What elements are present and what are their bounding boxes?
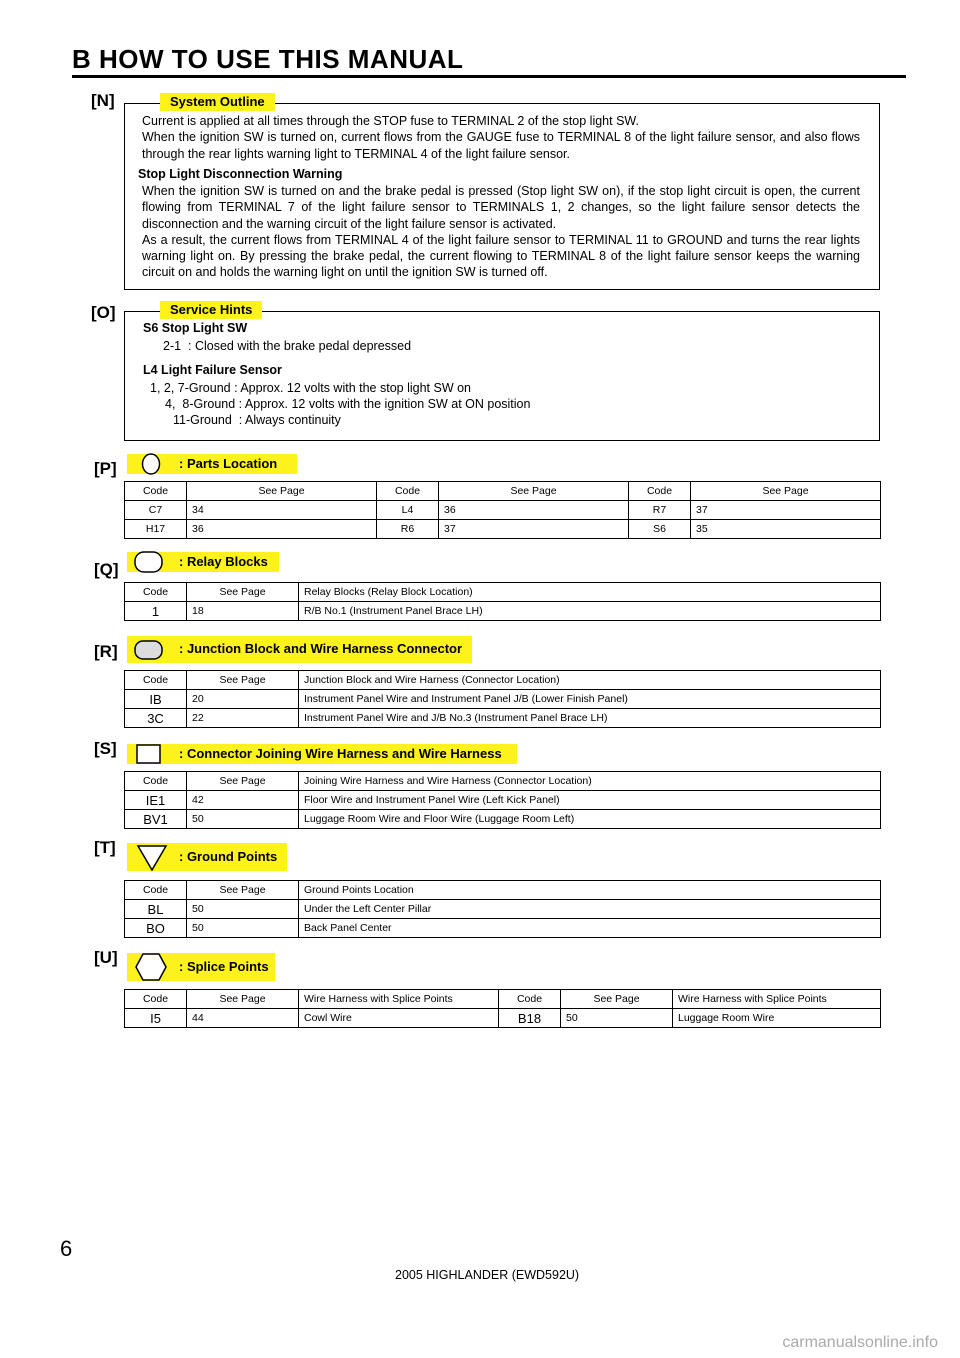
code-cell: BV1: [125, 810, 187, 829]
relay-block-symbol-icon: [131, 549, 167, 575]
code-cell: B18: [499, 1009, 561, 1028]
ground-point-symbol-icon: [134, 843, 170, 873]
system-outline-text: [142, 113, 860, 162]
header-cell: Code: [125, 772, 187, 791]
section-marker-t: [T]: [94, 838, 116, 857]
header-cell: Joining Wire Harness and Wire Harness (Connector Location): [299, 772, 881, 791]
page-cell: 22: [187, 709, 299, 728]
table-row: [125, 900, 881, 919]
stop-light-warning-heading: Stop Light Disconnection Warning: [138, 167, 343, 181]
page-cell: 50: [187, 900, 299, 919]
title-rule: [72, 75, 906, 78]
connector-joining-table: [124, 771, 881, 829]
table-header-row: [125, 583, 881, 602]
header-cell: Junction Block and Wire Harness (Connector Location): [299, 671, 881, 690]
table-header-row: [125, 772, 881, 791]
code-cell: R7: [629, 501, 691, 520]
harness-cell: Cowl Wire: [299, 1009, 499, 1028]
table-header-row: [125, 671, 881, 690]
code-cell: S6: [629, 520, 691, 539]
page-cell: 44: [187, 1009, 299, 1028]
table-row: [125, 520, 881, 539]
ground-points-legend: : Ground Points: [127, 843, 287, 871]
code-cell: R6: [377, 520, 439, 539]
table-row: [125, 501, 881, 520]
section-marker-s: [S]: [94, 739, 117, 758]
page-cell: 18: [187, 602, 299, 621]
connector-joining-legend: : Connector Joining Wire Harness and Wire Harness: [127, 744, 517, 764]
code-cell: IE1: [125, 791, 187, 810]
table-row: [125, 709, 881, 728]
location-cell: Instrument Panel Wire and J/B No.3 (Instrument Panel Brace LH): [299, 709, 881, 728]
warning-line: circuit on and holds the warning light on until the ignition SW is turned off.: [142, 265, 548, 280]
page-cell: 36: [439, 501, 629, 520]
page-cell: 35: [691, 520, 881, 539]
location-cell: Luggage Room Wire and Floor Wire (Luggage Room Left): [299, 810, 881, 829]
section-marker-u: [U]: [94, 948, 118, 967]
header-cell: See Page: [187, 671, 299, 690]
parts-location-table: [124, 481, 881, 539]
warning-line: warning light on. By pressing the brake pedal, the current flowing to TERMINAL 8 of the light failure sensor keeps the warning: [142, 249, 860, 264]
code-cell: H17: [125, 520, 187, 539]
page-cell: 37: [439, 520, 629, 539]
code-cell: IB: [125, 690, 187, 709]
header-cell: See Page: [561, 990, 673, 1009]
watermark: carmanualsonline.info: [782, 1334, 938, 1351]
parts-location-legend: : Parts Location: [127, 454, 297, 474]
s6-hint: 2-1 : Closed with the brake pedal depressed: [163, 339, 412, 353]
warning-line: disconnection and the warning circuit of the light failure sensor is activated.: [142, 216, 557, 231]
code-cell: BO: [125, 919, 187, 938]
page-number: 6: [60, 1236, 73, 1261]
code-cell: I5: [125, 1009, 187, 1028]
splice-point-symbol-icon: [133, 951, 169, 983]
section-marker-p: [P]: [94, 459, 117, 478]
section-marker-r: [R]: [94, 642, 118, 661]
outline-line: When the ignition SW is turned on, current flows from the GAUGE fuse to TERMINAL 8 of the light failure sensor, and also flows: [142, 130, 860, 145]
table-row: [125, 690, 881, 709]
location-cell: Instrument Panel Wire and Instrument Panel J/B (Lower Finish Panel): [299, 690, 881, 709]
service-hints-tab: Service Hints: [160, 301, 262, 319]
junction-block-legend: : Junction Block and Wire Harness Connector: [127, 636, 472, 663]
table-header-row: [125, 990, 881, 1009]
location-cell: R/B No.1 (Instrument Panel Brace LH): [299, 602, 881, 621]
code-cell: L4: [377, 501, 439, 520]
section-marker-n: [N]: [91, 91, 115, 110]
page-cell: 50: [561, 1009, 673, 1028]
warning-line: flowing from TERMINAL 7 of the light failure sensor to TERMINALS 1, 2 changes, so the light failure sensor detects the: [142, 200, 860, 215]
header-cell: See Page: [187, 583, 299, 602]
table-row: [125, 919, 881, 938]
page-cell: 20: [187, 690, 299, 709]
section-marker-o: [O]: [91, 303, 116, 322]
header-cell: Code: [629, 482, 691, 501]
table-row: [125, 791, 881, 810]
parts-location-symbol-icon: [136, 451, 166, 477]
l4-hint-1: 1, 2, 7-Ground : Approx. 12 volts with the stop light SW on: [150, 381, 472, 395]
header-cell: Code: [125, 881, 187, 900]
code-cell: 3C: [125, 709, 187, 728]
junction-block-table: [124, 670, 881, 728]
page-cell: 42: [187, 791, 299, 810]
location-cell: Floor Wire and Instrument Panel Wire (Left Kick Panel): [299, 791, 881, 810]
table-header-row: [125, 482, 881, 501]
section-marker-q: [Q]: [94, 560, 119, 579]
header-cell: Wire Harness with Splice Points: [299, 990, 499, 1009]
header-cell: See Page: [187, 990, 299, 1009]
header-cell: Ground Points Location: [299, 881, 881, 900]
header-cell: See Page: [187, 881, 299, 900]
page-cell: 36: [187, 520, 377, 539]
header-cell: See Page: [691, 482, 881, 501]
model-footer: 2005 HIGHLANDER (EWD592U): [395, 1268, 580, 1282]
page-cell: 50: [187, 810, 299, 829]
code-cell: BL: [125, 900, 187, 919]
location-cell: Under the Left Center Pillar: [299, 900, 881, 919]
header-cell: Code: [125, 671, 187, 690]
page-cell: 37: [691, 501, 881, 520]
header-cell: See Page: [187, 772, 299, 791]
header-cell: Code: [125, 990, 187, 1009]
code-cell: C7: [125, 501, 187, 520]
l4-heading: L4 Light Failure Sensor: [143, 363, 282, 377]
warning-line: As a result, the current flows from TERMINAL 4 of the light failure sensor to TERMINAL 11 to GROUND and turns the rear lights: [142, 232, 860, 247]
stop-light-warning-text: [142, 183, 860, 281]
header-cell: Relay Blocks (Relay Block Location): [299, 583, 881, 602]
page-title: B HOW TO USE THIS MANUAL: [72, 44, 464, 74]
header-cell: Code: [125, 583, 187, 602]
table-row: [125, 810, 881, 829]
outline-line: Current is applied at all times through the STOP fuse to TERMINAL 2 of the stop light SW.: [142, 114, 640, 128]
table-row: [125, 1009, 881, 1028]
header-cell: Wire Harness with Splice Points: [673, 990, 881, 1009]
l4-hint-2: 4, 8-Ground : Approx. 12 volts with the ignition SW at ON position: [165, 397, 531, 411]
s6-heading: S6 Stop Light SW: [143, 321, 248, 335]
outline-line: through the rear lights warning light to TERMINAL 4 of the light failure sensor.: [142, 146, 571, 161]
header-cell: See Page: [187, 482, 377, 501]
warning-line: When the ignition SW is turned on and the brake pedal is pressed (Stop light SW on), if the stop light circuit is open, the current: [142, 184, 860, 198]
page-cell: 50: [187, 919, 299, 938]
system-outline-tab: System Outline: [160, 93, 275, 111]
relay-blocks-table: [124, 582, 881, 621]
table-header-row: [125, 881, 881, 900]
harness-cell: Luggage Room Wire: [673, 1009, 881, 1028]
splice-points-legend: : Splice Points: [127, 953, 275, 981]
code-cell: 1: [125, 602, 187, 621]
header-cell: See Page: [439, 482, 629, 501]
table-row: [125, 602, 881, 621]
l4-hint-3: 11-Ground : Always continuity: [173, 413, 341, 427]
location-cell: Back Panel Center: [299, 919, 881, 938]
splice-points-table: [124, 989, 881, 1028]
header-cell: Code: [377, 482, 439, 501]
relay-blocks-legend: : Relay Blocks: [127, 552, 279, 572]
connector-joining-symbol-icon: [131, 741, 167, 767]
ground-points-table: [124, 880, 881, 938]
page-cell: 34: [187, 501, 377, 520]
header-cell: Code: [499, 990, 561, 1009]
junction-block-symbol-icon: [131, 637, 167, 663]
header-cell: Code: [125, 482, 187, 501]
